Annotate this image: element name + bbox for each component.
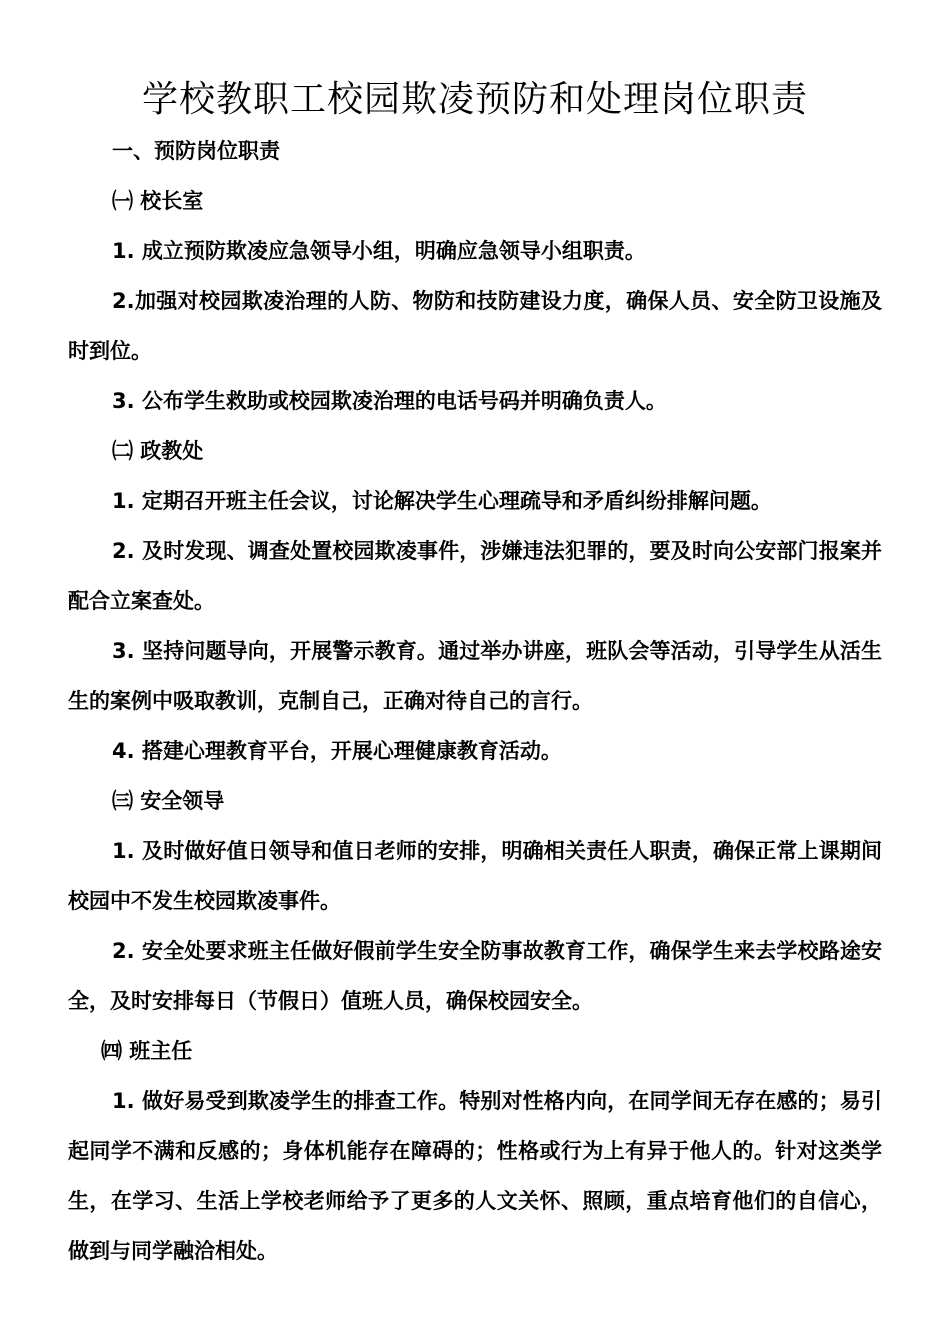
paragraph-safety-2: 2. 安全处要求班主任做好假前学生安全防事故教育工作，确保学生来去学校路途安全，及时安排每日（节假日）值班人员，确保校园安全。 — [68, 939, 882, 1013]
document-title: 学校教职工校园欺凌预防和处理岗位职责 — [141, 79, 808, 120]
paragraph-principal-3: 3. 公布学生救助或校园欺凌治理的电话号码并明确负责人。 — [112, 389, 667, 413]
paragraph-political-2: 2. 及时发现、调查处置校园欺凌事件，涉嫌违法犯罪的，要及时向公安部门报案并配合立案查处。 — [68, 539, 882, 613]
subsection-political-education: ㈡ 政教处 — [112, 439, 204, 463]
paragraph-political-3: 3. 坚持问题导向，开展警示教育。通过举办讲座，班队会等活动，引导学生从活生生的案例中吸取教训，克制自己，正确对待自己的言行。 — [68, 639, 882, 713]
paragraph-principal-1: 1. 成立预防欺凌应急领导小组，明确应急领导小组职责。 — [112, 239, 646, 263]
subsection-principal-office: ㈠ 校长室 — [112, 189, 204, 213]
paragraph-safety-1: 1. 及时做好值日领导和值日老师的安排，明确相关责任人职责，确保正常上课期间校园中不发生校园欺凌事件。 — [68, 839, 882, 913]
section-heading-prevention: 一、预防岗位职责 — [112, 139, 280, 163]
paragraph-principal-2: 2.加强对校园欺凌治理的人防、物防和技防建设力度，确保人员、安全防卫设施及时到位。 — [68, 289, 882, 363]
paragraph-head-teacher-1: 1. 做好易受到欺凌学生的排查工作。特别对性格内向，在同学间无存在感的；易引起同学不满和反感的；身体机能存在障碍的；性格或行为上有异于他人的。针对这类学生，在学习、生活上学校老师给予了更多的人文关怀、照顾，重点培育他们的自信心，做到与同学融洽相处。 — [68, 1089, 882, 1263]
subsection-head-teacher: ㈣ 班主任 — [101, 1039, 193, 1063]
subsection-safety-leadership: ㈢ 安全领导 — [112, 789, 225, 813]
paragraph-political-4: 4. 搭建心理教育平台，开展心理健康教育活动。 — [112, 739, 562, 763]
paragraph-political-1: 1. 定期召开班主任会议，讨论解决学生心理疏导和矛盾纠纷排解问题。 — [112, 489, 772, 513]
